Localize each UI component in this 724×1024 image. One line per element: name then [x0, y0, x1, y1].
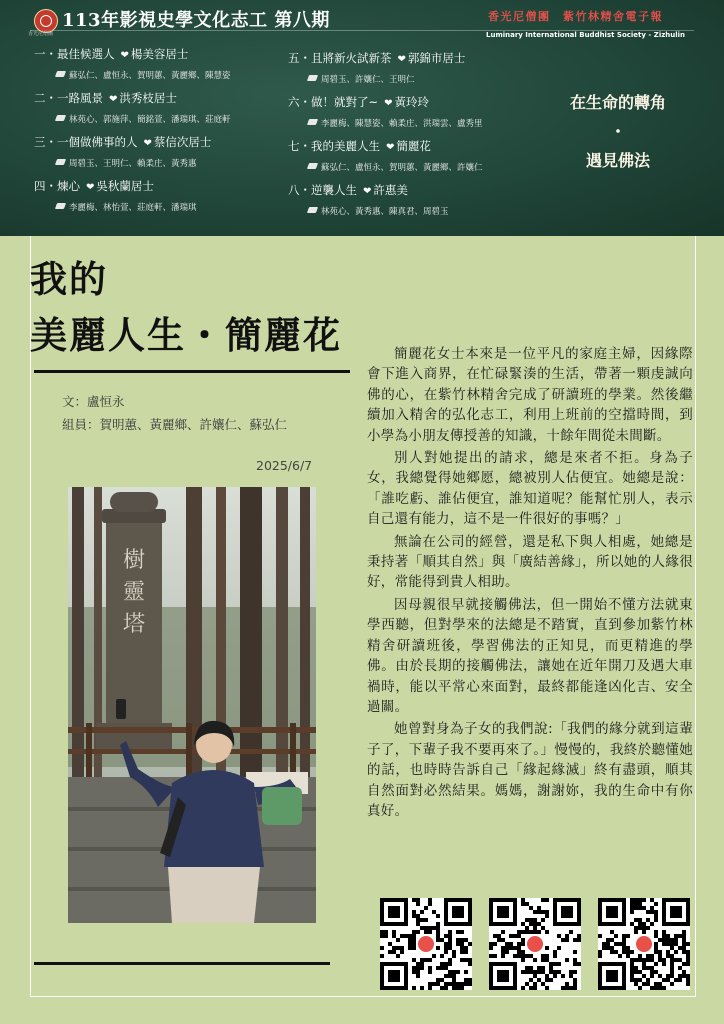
topic-1 — [34, 46, 188, 62]
topic-3 — [34, 134, 211, 150]
article-paragraph: 因母親很早就接觸佛法，但一開始不懂方法就東學西聽，但對學來的法總是不踏實，直到參加紫竹林精舍研讀班後，學習佛法的正知見，而更精進的學佛。由於長期的接觸佛法，讓她在近年開刀及遇大車禍時，能以平常心來面對，最終都能逢凶化吉、安全過關。 — [367, 596, 693, 715]
org-name-en: Luminary International Buddhist Society - Zizhulin — [486, 31, 686, 39]
pen-icon — [55, 115, 66, 121]
article-paragraph: 她曾對身為子女的我們說:「我們的緣分就到這輩子了，下輩子我不要再來了。」慢慢的，我終於聽懂她的話，也時時告訴自己「緣起緣滅」終有盡頭，順其自然面對必然結果。媽媽，謝謝妳，我的生命中有你真好。 — [367, 721, 693, 819]
pen-icon — [307, 75, 318, 81]
topic-title: 四・煉心 — [34, 179, 80, 193]
article-paragraph: 無論在公司的經營，還是私下與人相處，她總是秉持著「順其自然」與「廣結善緣」，所以她的人緣很好，常能得到貴人相助。 — [367, 533, 693, 591]
topic-7-members: 蘇弘仁、盧恒永、賀明蕙、黃麗鄉、許孃仁 — [308, 161, 483, 173]
group-members: 組員：賀明蕙、黃麗鄉、許孃仁、蘇弘仁 — [62, 417, 288, 432]
topic-4-members: 李麗梅、林怡萱、莊庭軒、潘瑞琪 — [56, 201, 197, 213]
topic-3-members: 周碧玉、王明仁、賴柔庄、黃秀惠 — [56, 157, 197, 169]
topic-6 — [288, 94, 429, 110]
topic-title: 二・一路風景 — [34, 91, 103, 105]
article-paragraph: 別人對她提出的請求，總是來者不拒。身為子女，我總覺得她鄉愿，總被別人佔便宜。她總是說：「誰吃虧、誰佔便宜，誰知道呢？能幫忙別人，表示自己還有能力，這不是一件很好的事嗎？」 — [367, 450, 693, 528]
newsletter-title: 113年影視史學文化志工 第八期 — [62, 10, 330, 31]
qr-code-3[interactable] — [598, 898, 690, 990]
pen-icon — [55, 159, 66, 165]
topic-title: 八・逆襲人生 — [288, 183, 357, 197]
qr-code-1[interactable] — [380, 898, 472, 990]
slogan-line-1: 在生命的轉角 — [569, 93, 666, 112]
svg-text:靈: 靈 — [122, 580, 146, 605]
svg-text:塔: 塔 — [122, 612, 146, 637]
heart-icon: ❤ — [86, 182, 95, 193]
topic-leader: 黃玲玲 — [394, 95, 430, 109]
headline-rule — [34, 370, 350, 373]
heart-icon: ❤ — [384, 98, 393, 109]
footer-rule — [34, 962, 330, 965]
topic-leader: 楊美容居士 — [130, 47, 189, 61]
topic-title: 一・最佳候選人 — [34, 47, 115, 61]
topic-title: 五・且將新火試新茶 — [288, 51, 392, 65]
topic-5-members: 周碧玉、許孃仁、王明仁 — [308, 73, 415, 85]
portrait-photo — [68, 487, 316, 923]
author: 文：盧恒永 — [62, 394, 125, 409]
topic-5 — [288, 50, 465, 66]
topic-leader: 洪秀枝居士 — [119, 91, 177, 105]
slogan-dot: ・ — [609, 122, 626, 141]
topic-title: 六・做！就對了~ — [288, 95, 379, 109]
topic-title: 七・我的美麗人生 — [288, 139, 380, 153]
monument-sign: 樹 — [122, 548, 146, 573]
logo-caption: 香光尼僧團 — [28, 31, 54, 37]
topic-7 — [288, 138, 431, 154]
pen-icon — [55, 203, 66, 209]
headline-line-2: 美麗人生・簡麗花 — [30, 314, 342, 357]
article-paragraph: 簡麗花女士本來是一位平凡的家庭主婦，因緣際會下進入商界，在忙碌緊湊的生活，帶著一顆虔誠向佛的心，在紫竹林精舍完成了研讀班的學業。然後繼續加入精舍的弘化志工，利用上班前的空擋時間，到小學為小朋友傳授善的知識，十餘年間從未間斷。 — [367, 346, 693, 444]
topic-2-members: 林苑心、郭施萍、簡銘萱、潘瑞琪、莊庭軒 — [56, 113, 231, 125]
chalkboard-header — [0, 0, 724, 236]
topic-8-members: 林苑心、黃秀惠、陳真君、周碧玉 — [308, 205, 449, 217]
heart-icon: ❤ — [397, 54, 406, 65]
heart-icon: ❤ — [109, 94, 118, 105]
slogan — [548, 88, 688, 175]
article-body — [367, 344, 693, 823]
topic-leader: 蔡信次居士 — [153, 135, 212, 149]
topic-leader: 郭錦市居士 — [407, 51, 466, 65]
topic-leader: 許惠美 — [373, 183, 408, 197]
topic-1-members: 蘇弘仁、盧恒永、賀明蕙、黃麗鄉、陳慧姿 — [56, 69, 231, 81]
headline-line-1: 我的 — [30, 258, 108, 301]
topic-2 — [34, 90, 177, 106]
pen-icon — [307, 119, 318, 125]
slogan-line-2: 遇見佛法 — [585, 151, 650, 170]
heart-icon: ❤ — [363, 186, 372, 197]
article-date: 2025/6/7 — [256, 458, 313, 473]
heart-icon: ❤ — [386, 142, 395, 153]
pen-icon — [307, 163, 318, 169]
pen-icon — [55, 71, 66, 77]
heart-icon: ❤ — [120, 50, 129, 61]
topic-leader: 吳秋蘭居士 — [96, 179, 154, 193]
topic-title: 三・一個做佛事的人 — [34, 135, 138, 149]
topic-leader: 簡麗花 — [396, 139, 431, 153]
topic-6-members: 李麗梅、陳慧姿、賴柔庄、洪瑞雲、盧秀里 — [308, 117, 483, 129]
topic-4 — [34, 178, 154, 194]
heart-icon: ❤ — [143, 138, 152, 149]
qr-code-2[interactable] — [489, 898, 581, 990]
pen-icon — [307, 207, 318, 213]
org-name-cn: 香光尼僧團 紫竹林精舍電子報 — [488, 10, 663, 23]
topic-8 — [288, 182, 408, 198]
